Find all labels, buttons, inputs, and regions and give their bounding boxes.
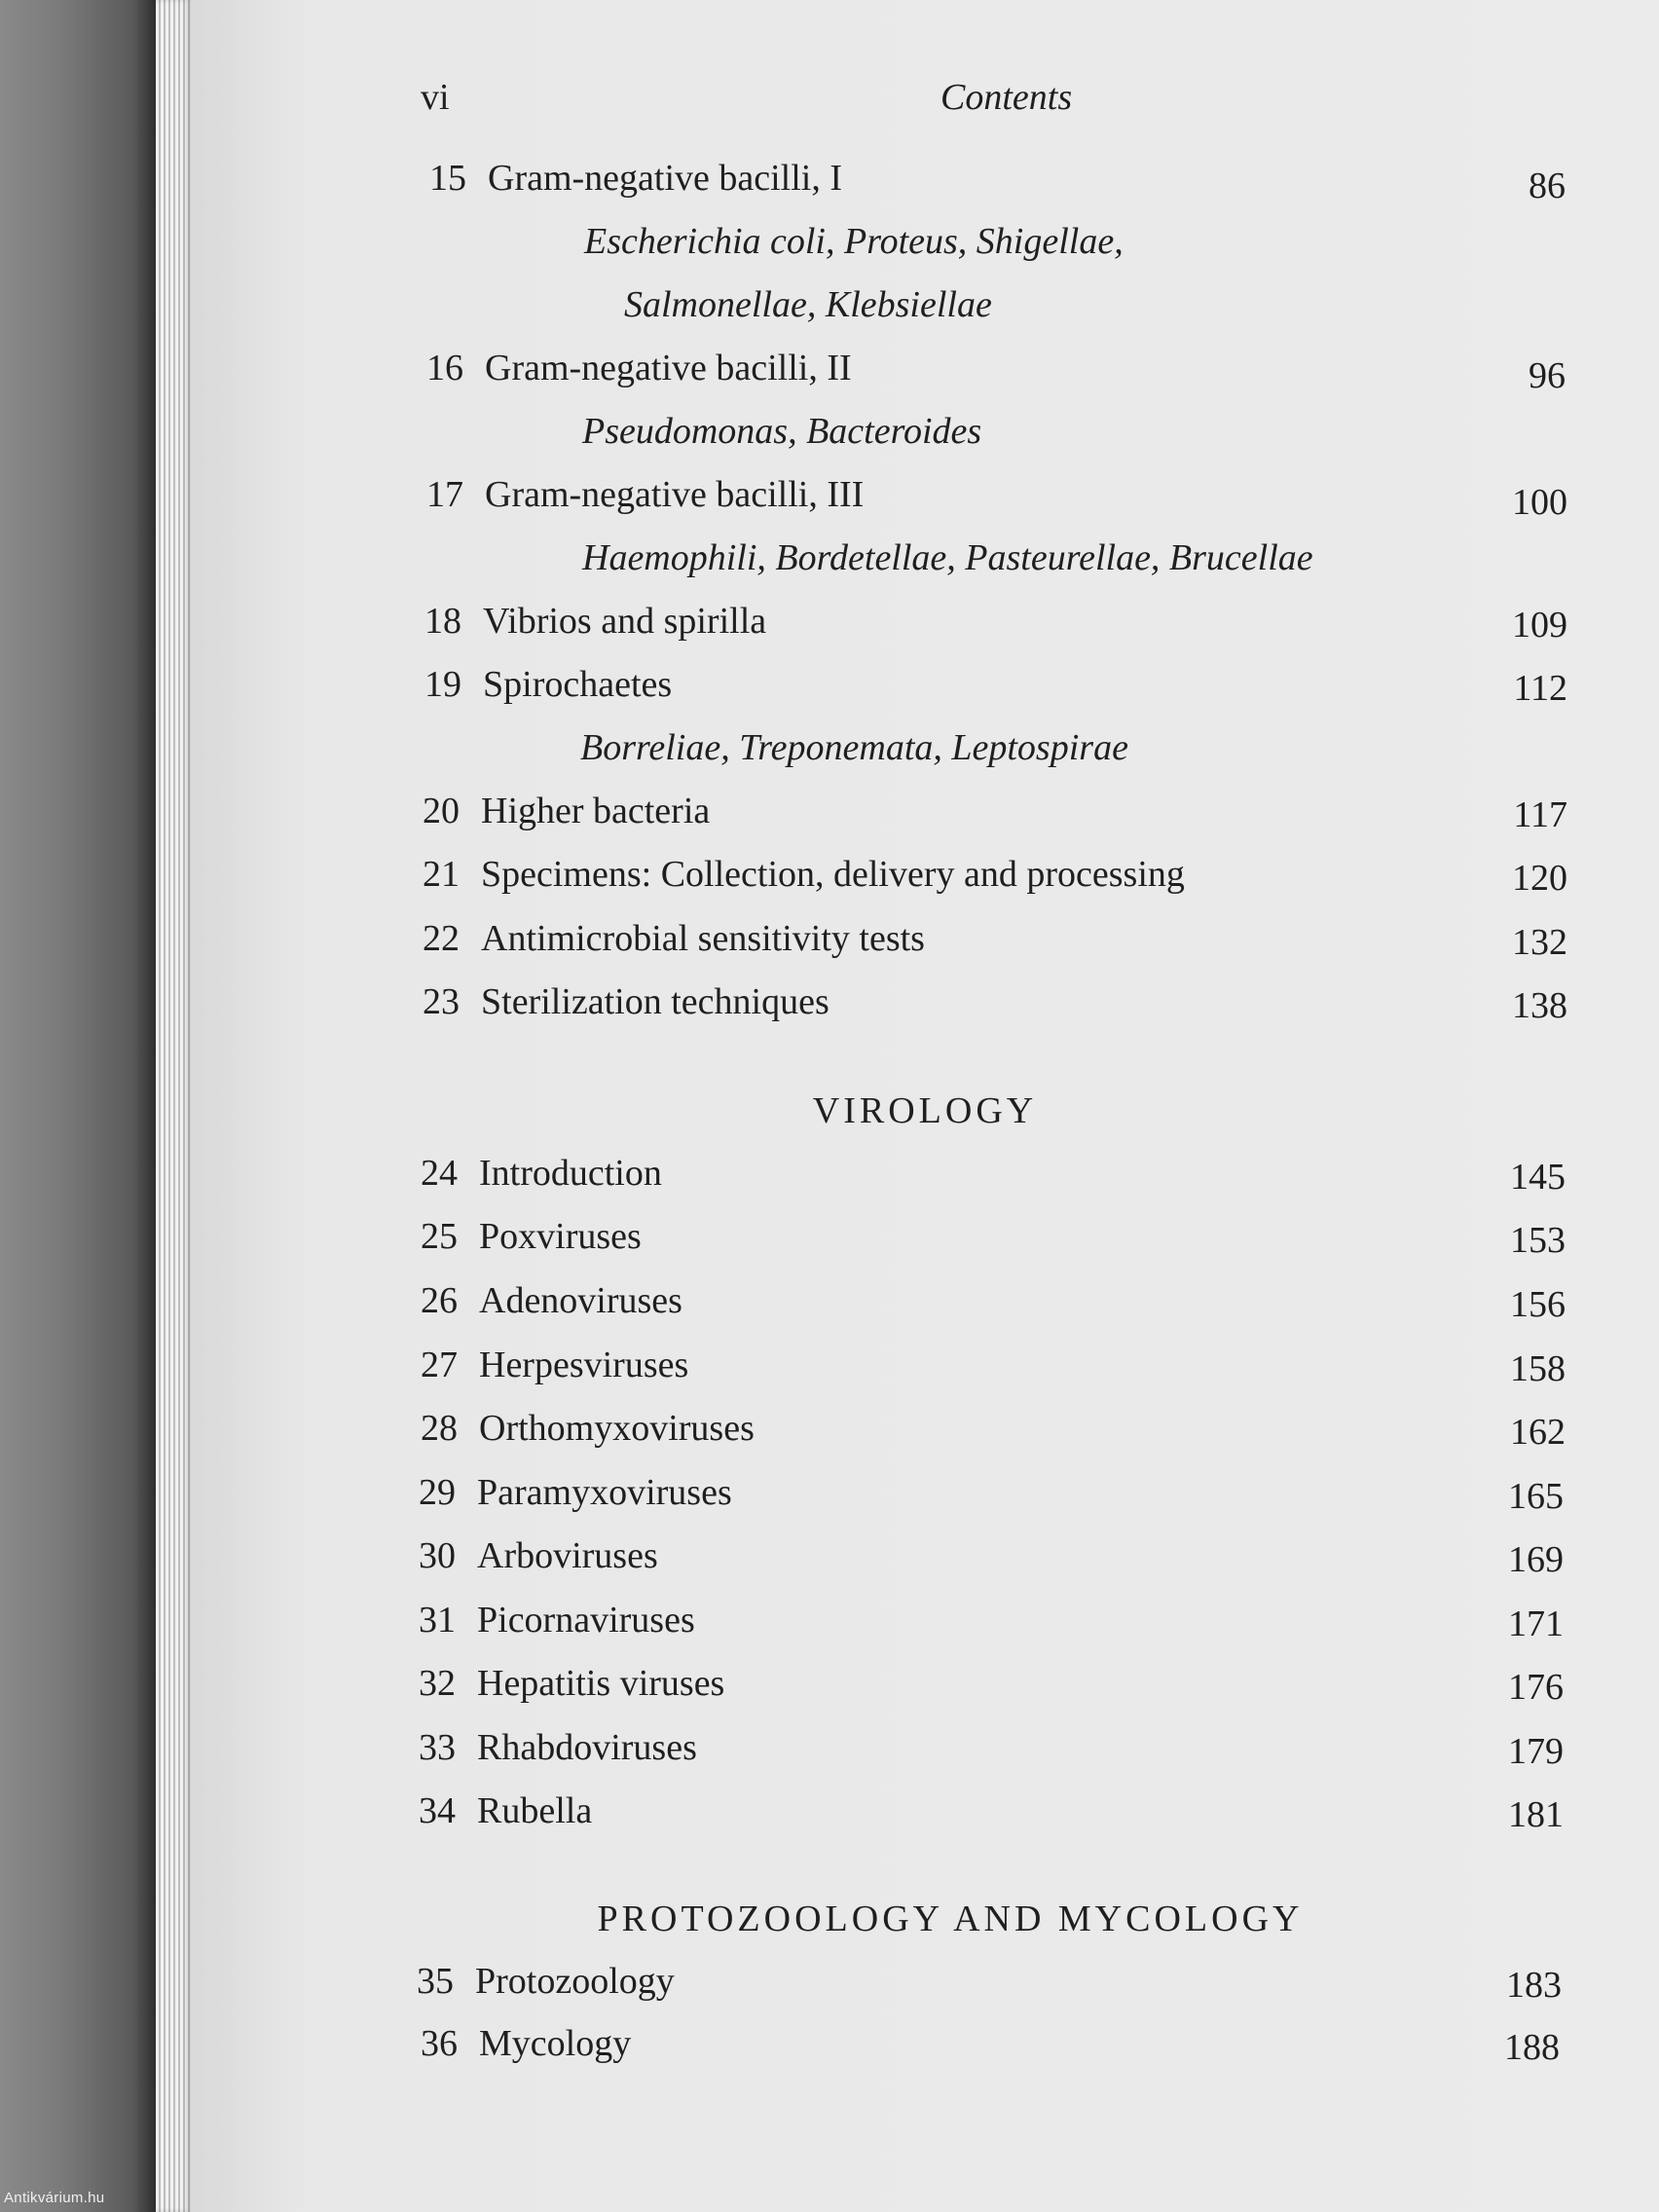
page-number: 138 — [1512, 985, 1567, 1026]
chapter-title: Paramyxoviruses — [477, 1472, 732, 1513]
watermark-text: Antikvárium.hu — [4, 2190, 105, 2206]
toc-entry-23 — [403, 975, 1567, 1029]
chapter-number: 30 — [419, 1535, 456, 1576]
chapter-number: 28 — [421, 1408, 458, 1449]
page-number: 183 — [1506, 1965, 1562, 2006]
toc-subtitle: Pseudomonas, Bacteroides — [582, 411, 982, 452]
chapter-number: 18 — [424, 601, 461, 642]
page-edges — [156, 0, 191, 2212]
chapter-title: Herpesviruses — [479, 1345, 689, 1385]
contents-page — [191, 0, 1659, 2212]
chapter-number: 16 — [426, 348, 463, 388]
chapter-number: 32 — [419, 1663, 456, 1704]
chapter-title: Hepatitis viruses — [477, 1663, 725, 1704]
chapter-title: Antimicrobial sensitivity tests — [481, 918, 925, 959]
page-number: 117 — [1513, 794, 1567, 835]
toc-entry-22 — [403, 911, 1567, 966]
chapter-number: 34 — [419, 1790, 456, 1831]
chapter-title: Higher bacteria — [481, 791, 711, 831]
toc-subtitle: Borreliae, Treponemata, Leptospirae — [580, 727, 1128, 768]
toc-entry-25 — [401, 1209, 1566, 1264]
chapter-number: 27 — [421, 1345, 458, 1385]
chapter-title: Introduction — [479, 1153, 662, 1194]
toc-entry-34 — [399, 1784, 1564, 1838]
chapter-title: Sterilization techniques — [481, 981, 830, 1022]
toc-subtitle: Escherichia coli, Proteus, Shigellae, — [584, 221, 1124, 262]
chapter-title: Poxviruses — [479, 1216, 642, 1257]
toc-entry-26 — [401, 1273, 1566, 1328]
page-number: 188 — [1504, 2027, 1560, 2068]
page-number: 158 — [1510, 1348, 1566, 1389]
chapter-title: Picornaviruses — [477, 1600, 695, 1641]
page-number: 162 — [1510, 1412, 1566, 1453]
page-number: 109 — [1512, 605, 1567, 645]
toc-entry-16 — [407, 341, 1566, 395]
chapter-number: 26 — [421, 1280, 458, 1321]
toc-entry-36 — [401, 2016, 1560, 2071]
section-heading-protozoology-mycology: PROTOZOOLOGY AND MYCOLOGY — [597, 1899, 1304, 1939]
page-number: 120 — [1512, 858, 1567, 899]
chapter-number: 25 — [421, 1216, 458, 1257]
page-number: 86 — [1529, 166, 1566, 206]
chapter-title: Gram-negative bacilli, III — [485, 474, 865, 515]
toc-entry-31 — [399, 1593, 1564, 1647]
toc-entry-19 — [405, 657, 1567, 712]
toc-subtitle: Haemophili, Bordetellae, Pasteurellae, Brucellae — [582, 537, 1313, 578]
chapter-title: Mycology — [479, 2023, 632, 2064]
toc-entry-32 — [399, 1656, 1564, 1711]
toc-entry-28 — [401, 1401, 1566, 1456]
chapter-number: 29 — [419, 1472, 456, 1513]
toc-entry-29 — [399, 1465, 1564, 1520]
page-number: 171 — [1508, 1604, 1564, 1644]
page-number: 156 — [1510, 1284, 1566, 1325]
chapter-number: 35 — [417, 1961, 454, 2002]
running-head-title: Contents — [940, 77, 1073, 118]
chapter-number: 33 — [419, 1727, 456, 1768]
chapter-title: Adenoviruses — [479, 1280, 682, 1321]
chapter-title: Orthomyxoviruses — [479, 1408, 755, 1449]
chapter-title: Vibrios and spirilla — [483, 601, 767, 642]
toc-subtitle: Salmonellae, Klebsiellae — [624, 284, 992, 325]
toc-entry-15 — [410, 151, 1566, 205]
chapter-number: 19 — [424, 664, 461, 705]
page-number: 112 — [1513, 668, 1567, 709]
page-number: 96 — [1529, 355, 1566, 396]
chapter-number: 21 — [423, 854, 460, 895]
chapter-number: 36 — [421, 2023, 458, 2064]
page-number: 181 — [1508, 1794, 1564, 1835]
chapter-number: 22 — [423, 918, 460, 959]
chapter-number: 23 — [423, 981, 460, 1022]
chapter-title: Gram-negative bacilli, I — [488, 158, 843, 199]
book-spine-shadow — [0, 0, 156, 2212]
page-number: 153 — [1510, 1220, 1566, 1261]
toc-entry-24 — [401, 1146, 1566, 1200]
chapter-title: Rhabdoviruses — [477, 1727, 697, 1768]
toc-entry-20 — [403, 784, 1567, 838]
page-number: 169 — [1508, 1539, 1564, 1580]
chapter-title: Spirochaetes — [483, 664, 673, 705]
chapter-number: 31 — [419, 1600, 456, 1641]
toc-entry-18 — [405, 594, 1567, 648]
page-number: 165 — [1508, 1476, 1564, 1517]
page-number: 179 — [1508, 1731, 1564, 1772]
chapter-number: 24 — [421, 1153, 458, 1194]
toc-entry-17 — [407, 467, 1567, 522]
chapter-number: 20 — [423, 791, 460, 831]
chapter-title: Specimens: Collection, delivery and processing — [481, 854, 1185, 895]
toc-entry-21 — [403, 847, 1567, 902]
toc-entry-33 — [399, 1720, 1564, 1775]
section-heading-virology: VIROLOGY — [812, 1090, 1038, 1131]
page-number: 100 — [1512, 482, 1567, 523]
page-folio: vi — [421, 77, 450, 118]
toc-entry-30 — [399, 1529, 1564, 1583]
chapter-title: Rubella — [477, 1790, 593, 1831]
page-number: 145 — [1510, 1157, 1566, 1198]
chapter-title: Protozoology — [475, 1961, 675, 2002]
page-number: 176 — [1508, 1667, 1564, 1708]
toc-entry-27 — [401, 1338, 1566, 1392]
page-number: 132 — [1512, 922, 1567, 963]
chapter-number: 15 — [429, 158, 466, 199]
toc-entry-35 — [397, 1954, 1562, 2009]
chapter-title: Gram-negative bacilli, II — [485, 348, 852, 388]
running-head — [191, 76, 1659, 125]
chapter-title: Arboviruses — [477, 1535, 658, 1576]
chapter-number: 17 — [426, 474, 463, 515]
